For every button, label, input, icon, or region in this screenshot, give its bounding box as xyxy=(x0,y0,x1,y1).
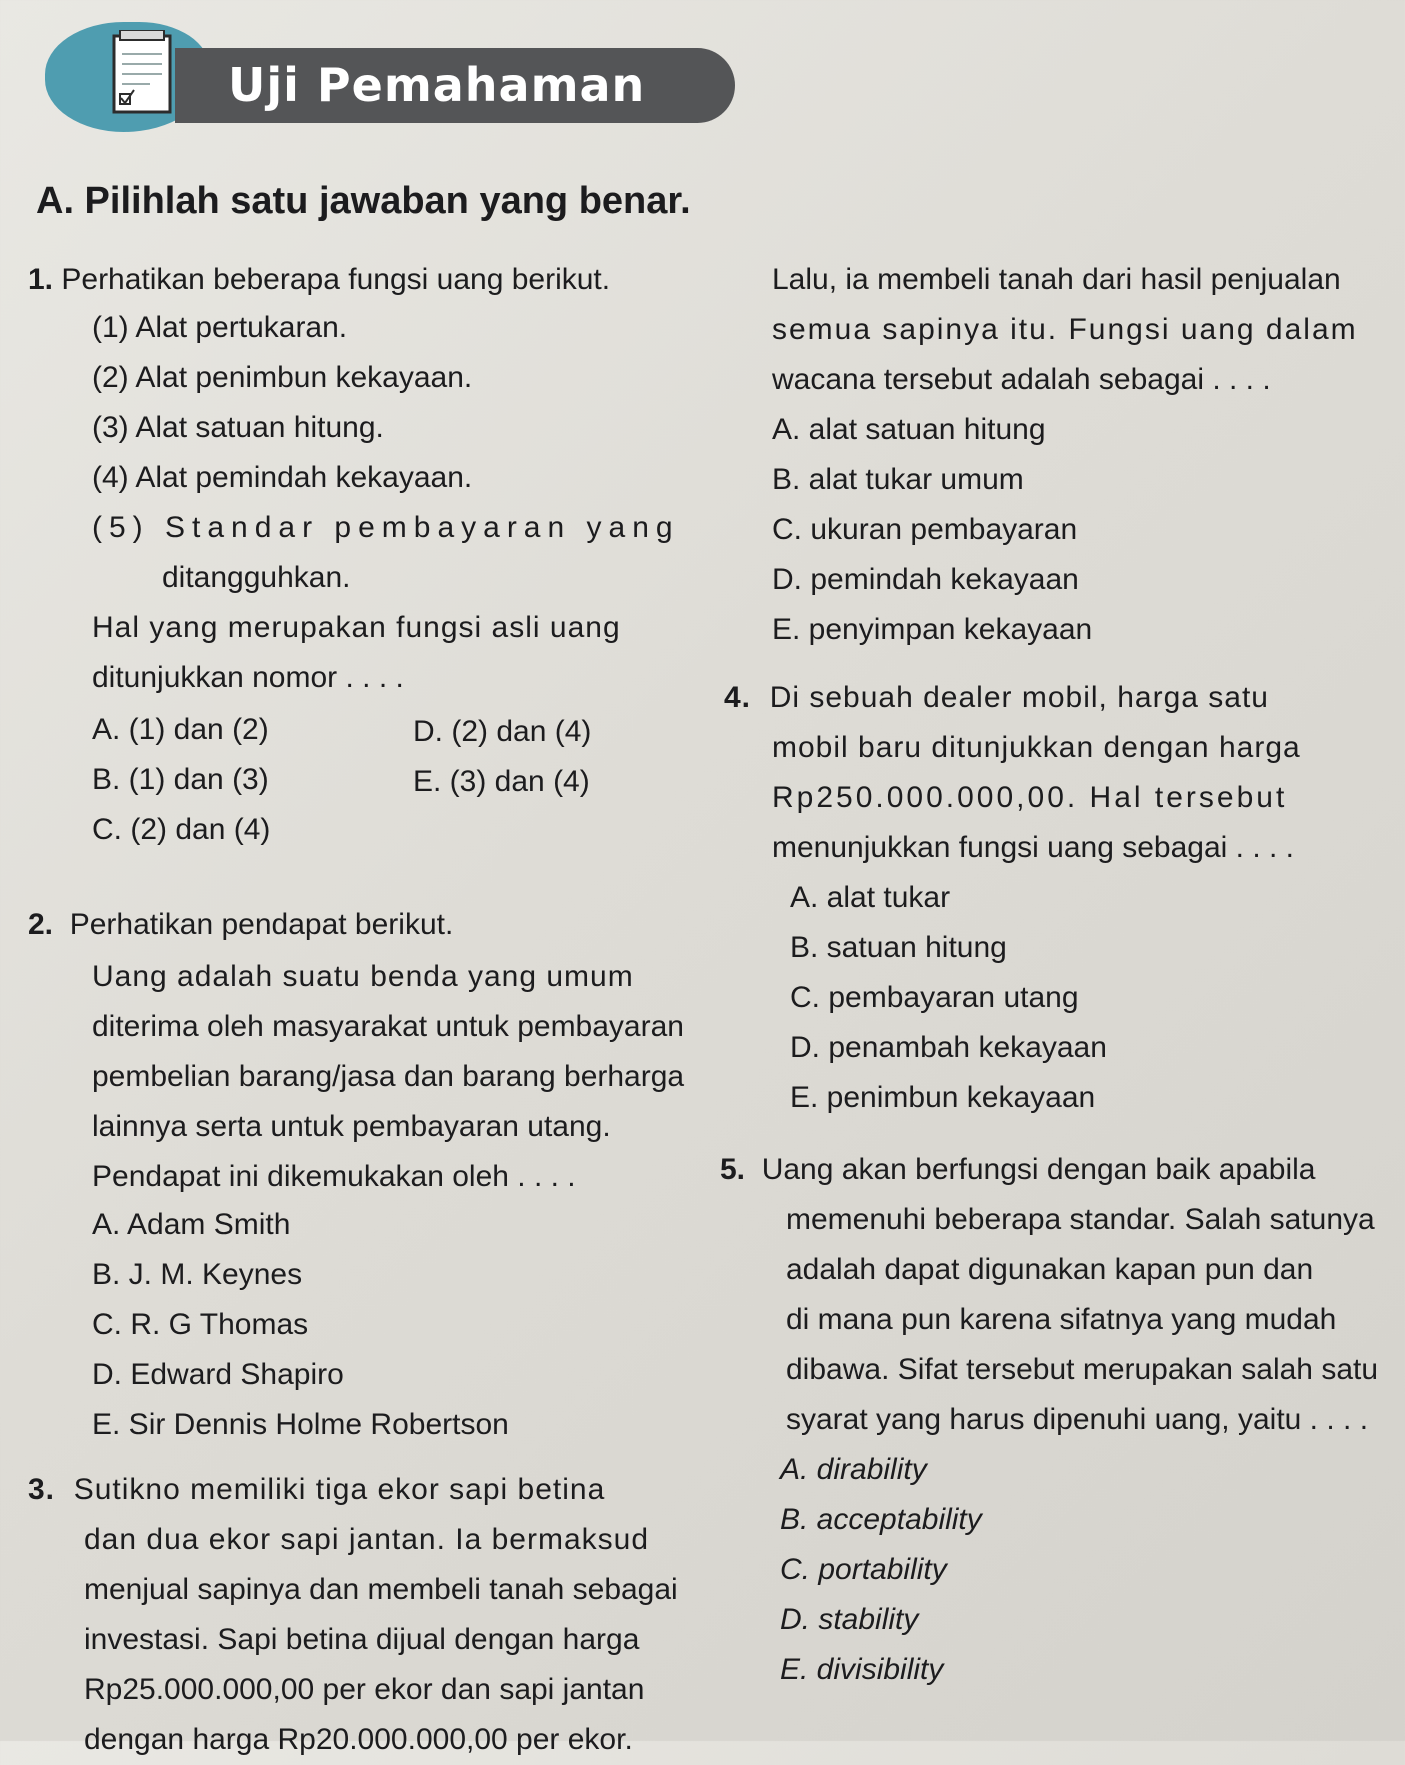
q4-option[interactable]: C. pembayaran utang xyxy=(790,981,1079,1014)
q5-line: di mana pun karena sifatnya yang mudah xyxy=(786,1303,1337,1336)
q4-option[interactable]: B. satuan hitung xyxy=(790,931,1007,964)
q3-continued: wacana tersebut adalah sebagai . . . . xyxy=(772,363,1271,396)
q1-option-d[interactable]: D. (2) dan (4) xyxy=(413,715,592,748)
q2-quote-line: lainnya serta untuk pembayaran utang. xyxy=(92,1110,611,1143)
q3-option[interactable]: D. pemindah kekayaan xyxy=(772,563,1079,596)
q5-line: syarat yang harus dipenuhi uang, yaitu . . . . xyxy=(786,1403,1369,1436)
q1-option-c[interactable]: C. (2) dan (4) xyxy=(92,813,271,846)
q4-line: Rp250.000.000,00. Hal tersebut xyxy=(772,781,1288,814)
q2-intro: 2. Perhatikan pendapat berikut. xyxy=(28,908,454,941)
q1-stem: Hal yang merupakan fungsi asli uang xyxy=(92,611,621,644)
q4-line: 4. Di sebuah dealer mobil, harga satu xyxy=(724,681,1269,714)
q1-option-a[interactable]: A. (1) dan (2) xyxy=(92,713,269,746)
q3-line: Rp25.000.000,00 per ekor dan sapi jantan xyxy=(84,1673,645,1706)
q3-line: dan dua ekor sapi jantan. Ia bermaksud xyxy=(84,1523,650,1556)
q2-quote-line: Uang adalah suatu benda yang umum xyxy=(92,960,634,993)
q2-option[interactable]: C. R. G Thomas xyxy=(92,1308,309,1341)
q1-item: (2) Alat penimbun kekayaan. xyxy=(92,361,473,394)
q3-line: investasi. Sapi betina dijual dengan harga xyxy=(84,1623,640,1656)
q1-item: (3) Alat satuan hitung. xyxy=(92,411,384,444)
q4-option[interactable]: E. penimbun kekayaan xyxy=(790,1081,1096,1114)
q5-option[interactable]: E. divisibility xyxy=(780,1653,944,1686)
q3-continued: semua sapinya itu. Fungsi uang dalam xyxy=(772,313,1358,346)
q5-line: 5. Uang akan berfungsi dengan baik apabila xyxy=(720,1153,1316,1186)
q5-option[interactable]: A. dirability xyxy=(780,1453,927,1486)
q1-stem: ditunjukkan nomor . . . . xyxy=(92,661,404,694)
q4-option[interactable]: D. penambah kekayaan xyxy=(790,1031,1107,1064)
q3-option[interactable]: E. penyimpan kekayaan xyxy=(772,613,1093,646)
q1-item: ditangguhkan. xyxy=(162,561,351,594)
q1-option-b[interactable]: B. (1) dan (3) xyxy=(92,763,269,796)
q5-line: memenuhi beberapa standar. Salah satunya xyxy=(786,1203,1375,1236)
q2-quote-line: pembelian barang/jasa dan barang berharga xyxy=(92,1060,685,1093)
q1-item: (4) Alat pemindah kekayaan. xyxy=(92,461,473,494)
q2-option[interactable]: D. Edward Shapiro xyxy=(92,1358,344,1391)
q5-line: adalah dapat digunakan kapan pun dan xyxy=(786,1253,1314,1286)
q2-option[interactable]: B. J. M. Keynes xyxy=(92,1258,303,1291)
q1-item: (1) Alat pertukaran. xyxy=(92,311,348,344)
q3-line: menjual sapinya dan membeli tanah sebagai xyxy=(84,1573,678,1606)
q4-line: mobil baru ditunjukkan dengan harga xyxy=(772,731,1301,764)
q1-option-e[interactable]: E. (3) dan (4) xyxy=(413,765,590,798)
q4-line: menunjukkan fungsi uang sebagai . . . . xyxy=(772,831,1295,864)
q3-option[interactable]: A. alat satuan hitung xyxy=(772,413,1046,446)
q4-option[interactable]: A. alat tukar xyxy=(790,881,951,914)
q5-line: dibawa. Sifat tersebut merupakan salah satu xyxy=(786,1353,1379,1386)
q3-line: 3. Sutikno memiliki tiga ekor sapi betina xyxy=(28,1473,606,1506)
q5-option[interactable]: B. acceptability xyxy=(780,1503,982,1536)
q3-continued: Lalu, ia membeli tanah dari hasil penjualan xyxy=(772,263,1341,296)
q2-option[interactable]: E. Sir Dennis Holme Robertson xyxy=(92,1408,509,1441)
q3-option[interactable]: C. ukuran pembayaran xyxy=(772,513,1078,546)
section-heading: A. Pilihlah satu jawaban yang benar. xyxy=(36,180,691,222)
q2-quote-line: diterima oleh masyarakat untuk pembayaran xyxy=(92,1010,684,1043)
q1-intro: 1. Perhatikan beberapa fungsi uang berikut. xyxy=(28,263,611,296)
q3-option[interactable]: B. alat tukar umum xyxy=(772,463,1024,496)
q3-line: dengan harga Rp20.000.000,00 per ekor. xyxy=(84,1723,633,1756)
q1-item: (5) Standar pembayaran yang xyxy=(92,511,680,544)
notebook-icon xyxy=(110,30,174,116)
page-title: Uji Pemahaman xyxy=(228,58,646,112)
q2-option[interactable]: A. Adam Smith xyxy=(92,1208,291,1241)
q2-stem: Pendapat ini dikemukakan oleh . . . . xyxy=(92,1160,576,1193)
q5-option[interactable]: D. stability xyxy=(780,1603,919,1636)
q5-option[interactable]: C. portability xyxy=(780,1553,947,1586)
